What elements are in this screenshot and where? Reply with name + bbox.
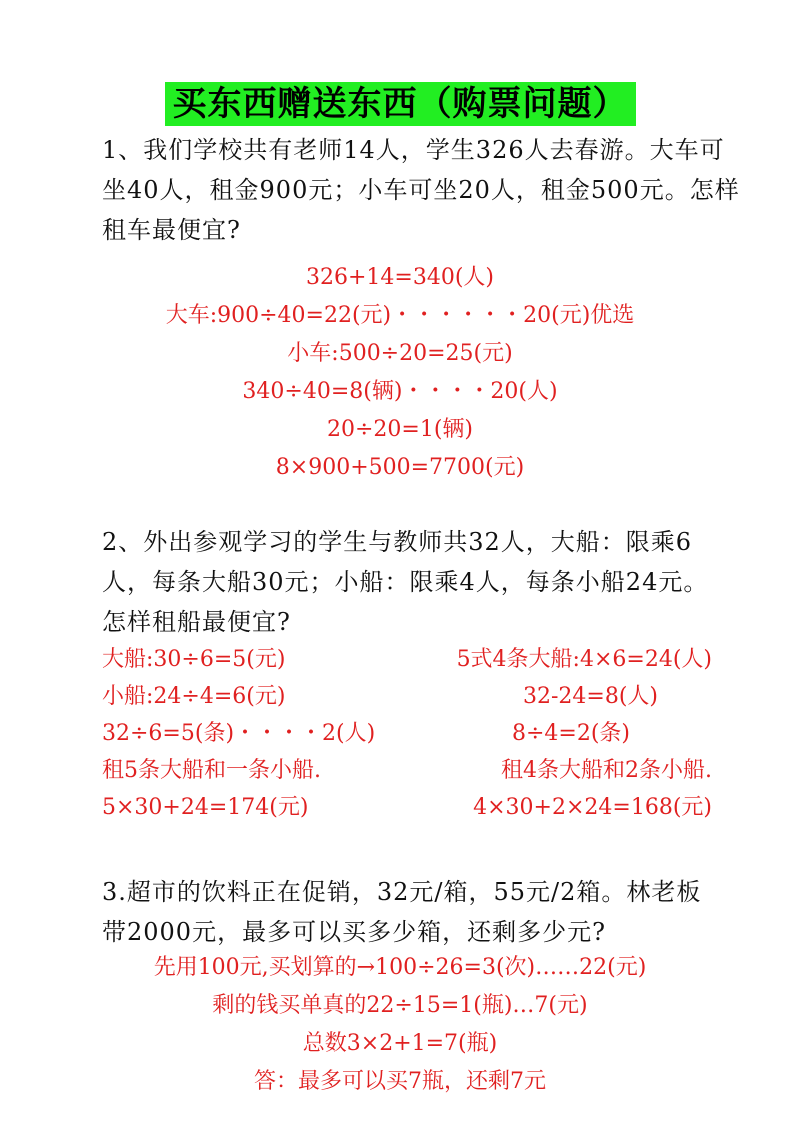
solution-row [102, 716, 712, 750]
solution-row [102, 642, 712, 676]
solution-left: 5×30+24=174(元) [102, 795, 309, 820]
solution-left: 大船:30÷6=5(元) [102, 647, 286, 672]
solution-line: 大车:900÷40=22(元)・・・・・・20(元)优选 [165, 303, 635, 328]
answer-line: 答：最多可以买7瓶，还剩7元 [254, 1069, 546, 1094]
solution-right: 租4条大船和2条小船. [501, 758, 712, 783]
solution-left: 32÷6=5(条)・・・・2(人) [102, 721, 376, 746]
solution-line: 326+14=340(人) [305, 265, 494, 290]
question-2 [102, 522, 712, 642]
solution-line: 总数3×2+1=7(瓶) [302, 1031, 498, 1056]
question-3-line: 带2000元，最多可以买多少箱，还剩多少元? [102, 918, 606, 946]
solution-right: 5式4条大船:4×6=24(人) [456, 647, 712, 672]
solution-row [102, 679, 712, 713]
title-wrap [0, 82, 800, 126]
solution-line: 剩的钱买单真的22÷15=1(瓶)…7(元) [212, 993, 588, 1018]
solution-row [102, 790, 712, 824]
solution-row [102, 753, 712, 787]
solution-line: 340÷40=8(辆)・・・・20(人) [242, 379, 558, 404]
solution-line: 先用100元,买划算的→100÷26=3(次)……22(元) [153, 955, 647, 980]
solution-left: 小船:24÷4=6(元) [102, 684, 286, 709]
solution-right: 8÷4=2(条) [511, 721, 630, 746]
question-2-line: 怎样租船最便宜? [102, 608, 291, 636]
solution-line: 8×900+500=7700(元) [275, 455, 525, 480]
solution-line: 20÷20=1(辆) [326, 417, 474, 442]
question-3 [102, 872, 712, 952]
solution-right: 4×30+2×24=168(元) [473, 795, 712, 820]
question-2-line: 人，每条大船30元；小船：限乘4人，每条小船24元。 [102, 568, 709, 596]
question-1-line: 租车最便宜? [102, 216, 241, 244]
question-1-line: 1、我们学校共有老师14人，学生326人去春游。大车可 [102, 136, 725, 164]
solution-right: 32-24=8(人) [522, 684, 658, 709]
solution-left: 租5条大船和一条小船. [102, 758, 321, 783]
solution-line: 小车:500÷20=25(元) [287, 341, 513, 366]
question-1 [102, 130, 740, 250]
question-2-line: 2、外出参观学习的学生与教师共32人，大船：限乘6 [102, 528, 693, 556]
page-title: 买东西赠送东西（购票问题） [165, 82, 636, 126]
question-3-line: 3.超市的饮料正在促销，32元/箱，55元/2箱。林老板 [102, 878, 702, 906]
question-1-line: 坐40人，租金900元；小车可坐20人，租金500元。怎样 [102, 176, 740, 204]
